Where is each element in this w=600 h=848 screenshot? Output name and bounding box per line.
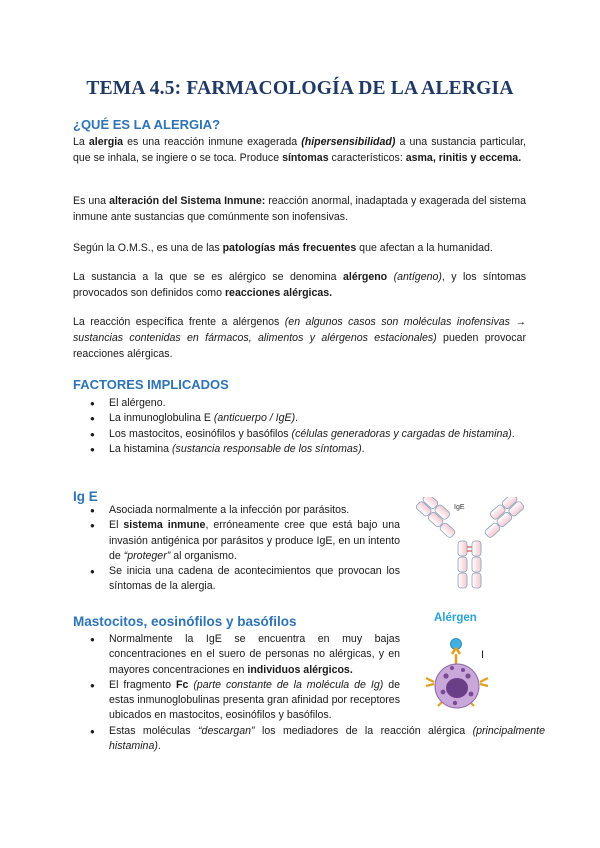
list-item: ● Estas moléculas “descargan” los mediadores de la reacción alérgica (principalmente histamina). <box>90 724 545 755</box>
alergen-figure-label: Alérgen <box>434 612 477 624</box>
list-item: ● El sistema inmune, erróneamente cree que está bajo una invasión antigénica por parásitos y produce IgE, en un intento de “proteger” al organismo. <box>90 518 400 564</box>
paragraph-alteration: Es una alteración del Sistema Inmune: reacción anormal, inadaptada y exagerada del sistema inmune ante sustancias que comúnmente son inofensivas. <box>73 195 526 223</box>
list-item: ● Normalmente la IgE se encuentra en muy bajas concentraciones en el suero de personas no alérgicas, y en mayores concentraciones en individuos alérgicos. <box>90 632 400 678</box>
section-heading-mastocitos: Mastocitos, eosinófilos y basófilos <box>73 614 297 629</box>
section-heading-factores: FACTORES IMPLICADOS <box>73 377 229 392</box>
list-item: ● La inmunoglobulina E (anticuerpo / IgE). <box>90 411 526 426</box>
mastocitos-list <box>90 632 545 754</box>
ige-list <box>90 503 400 595</box>
list-item: ● La histamina (sustancia responsable de los síntomas). <box>90 442 526 457</box>
factores-list <box>90 396 526 457</box>
list-item: ● Asociada normalmente a la infección por parásitos. <box>90 503 400 518</box>
page-title: TEMA 4.5: FARMACOLOGÍA DE LA ALERGIA <box>86 78 514 99</box>
mast-cell-allergen-illustration <box>410 606 500 726</box>
paragraph-reaccion: La reacción específica frente a alérgenos (en algunos casos son moléculas inofensivas → sustancias contenidas en fármacos, alimentos y alérgenos estacionales) pueden provocar reacciones alérgicas. <box>73 316 526 360</box>
section-heading-que-es: ¿QUÉ ES LA ALERGIA? <box>73 117 221 132</box>
list-item: ● Se inicia una cadena de acontecimientos que provocan los síntomas de la alergia. <box>90 564 400 595</box>
paragraph-definition: La alergia es una reacción inmune exagerada (hipersensibilidad) a una sustancia particular, que se inhala, se ingiere o se toca. Produce síntomas característicos: asma, rinitis y eccema. <box>73 136 526 164</box>
alergen-figure-mark: I <box>481 649 485 661</box>
list-item: ● El alérgeno. <box>90 396 526 411</box>
ige-figure-label: IgE <box>454 504 465 511</box>
list-item: ● El fragmento Fc (parte constante de la molécula de Ig) de estas inmunoglobulinas presenta gran afinidad por receptores ubicados en mastocitos, eosinófilos y basófilos. <box>90 678 400 724</box>
section-heading-ige: Ig E <box>73 489 98 504</box>
ige-antibody-illustration <box>414 497 526 603</box>
paragraph-alergeno: La sustancia a la que se es alérgico se denomina alérgeno (antígeno), y los síntomas provocados son definidos como reacciones alérgicas. <box>73 271 527 299</box>
list-item: ● Los mastocitos, eosinófilos y basófilos (células generadoras y cargadas de histamina). <box>90 427 526 442</box>
paragraph-oms: Según la O.M.S., es una de las patologías más frecuentes que afectan a la humanidad. <box>73 242 493 254</box>
